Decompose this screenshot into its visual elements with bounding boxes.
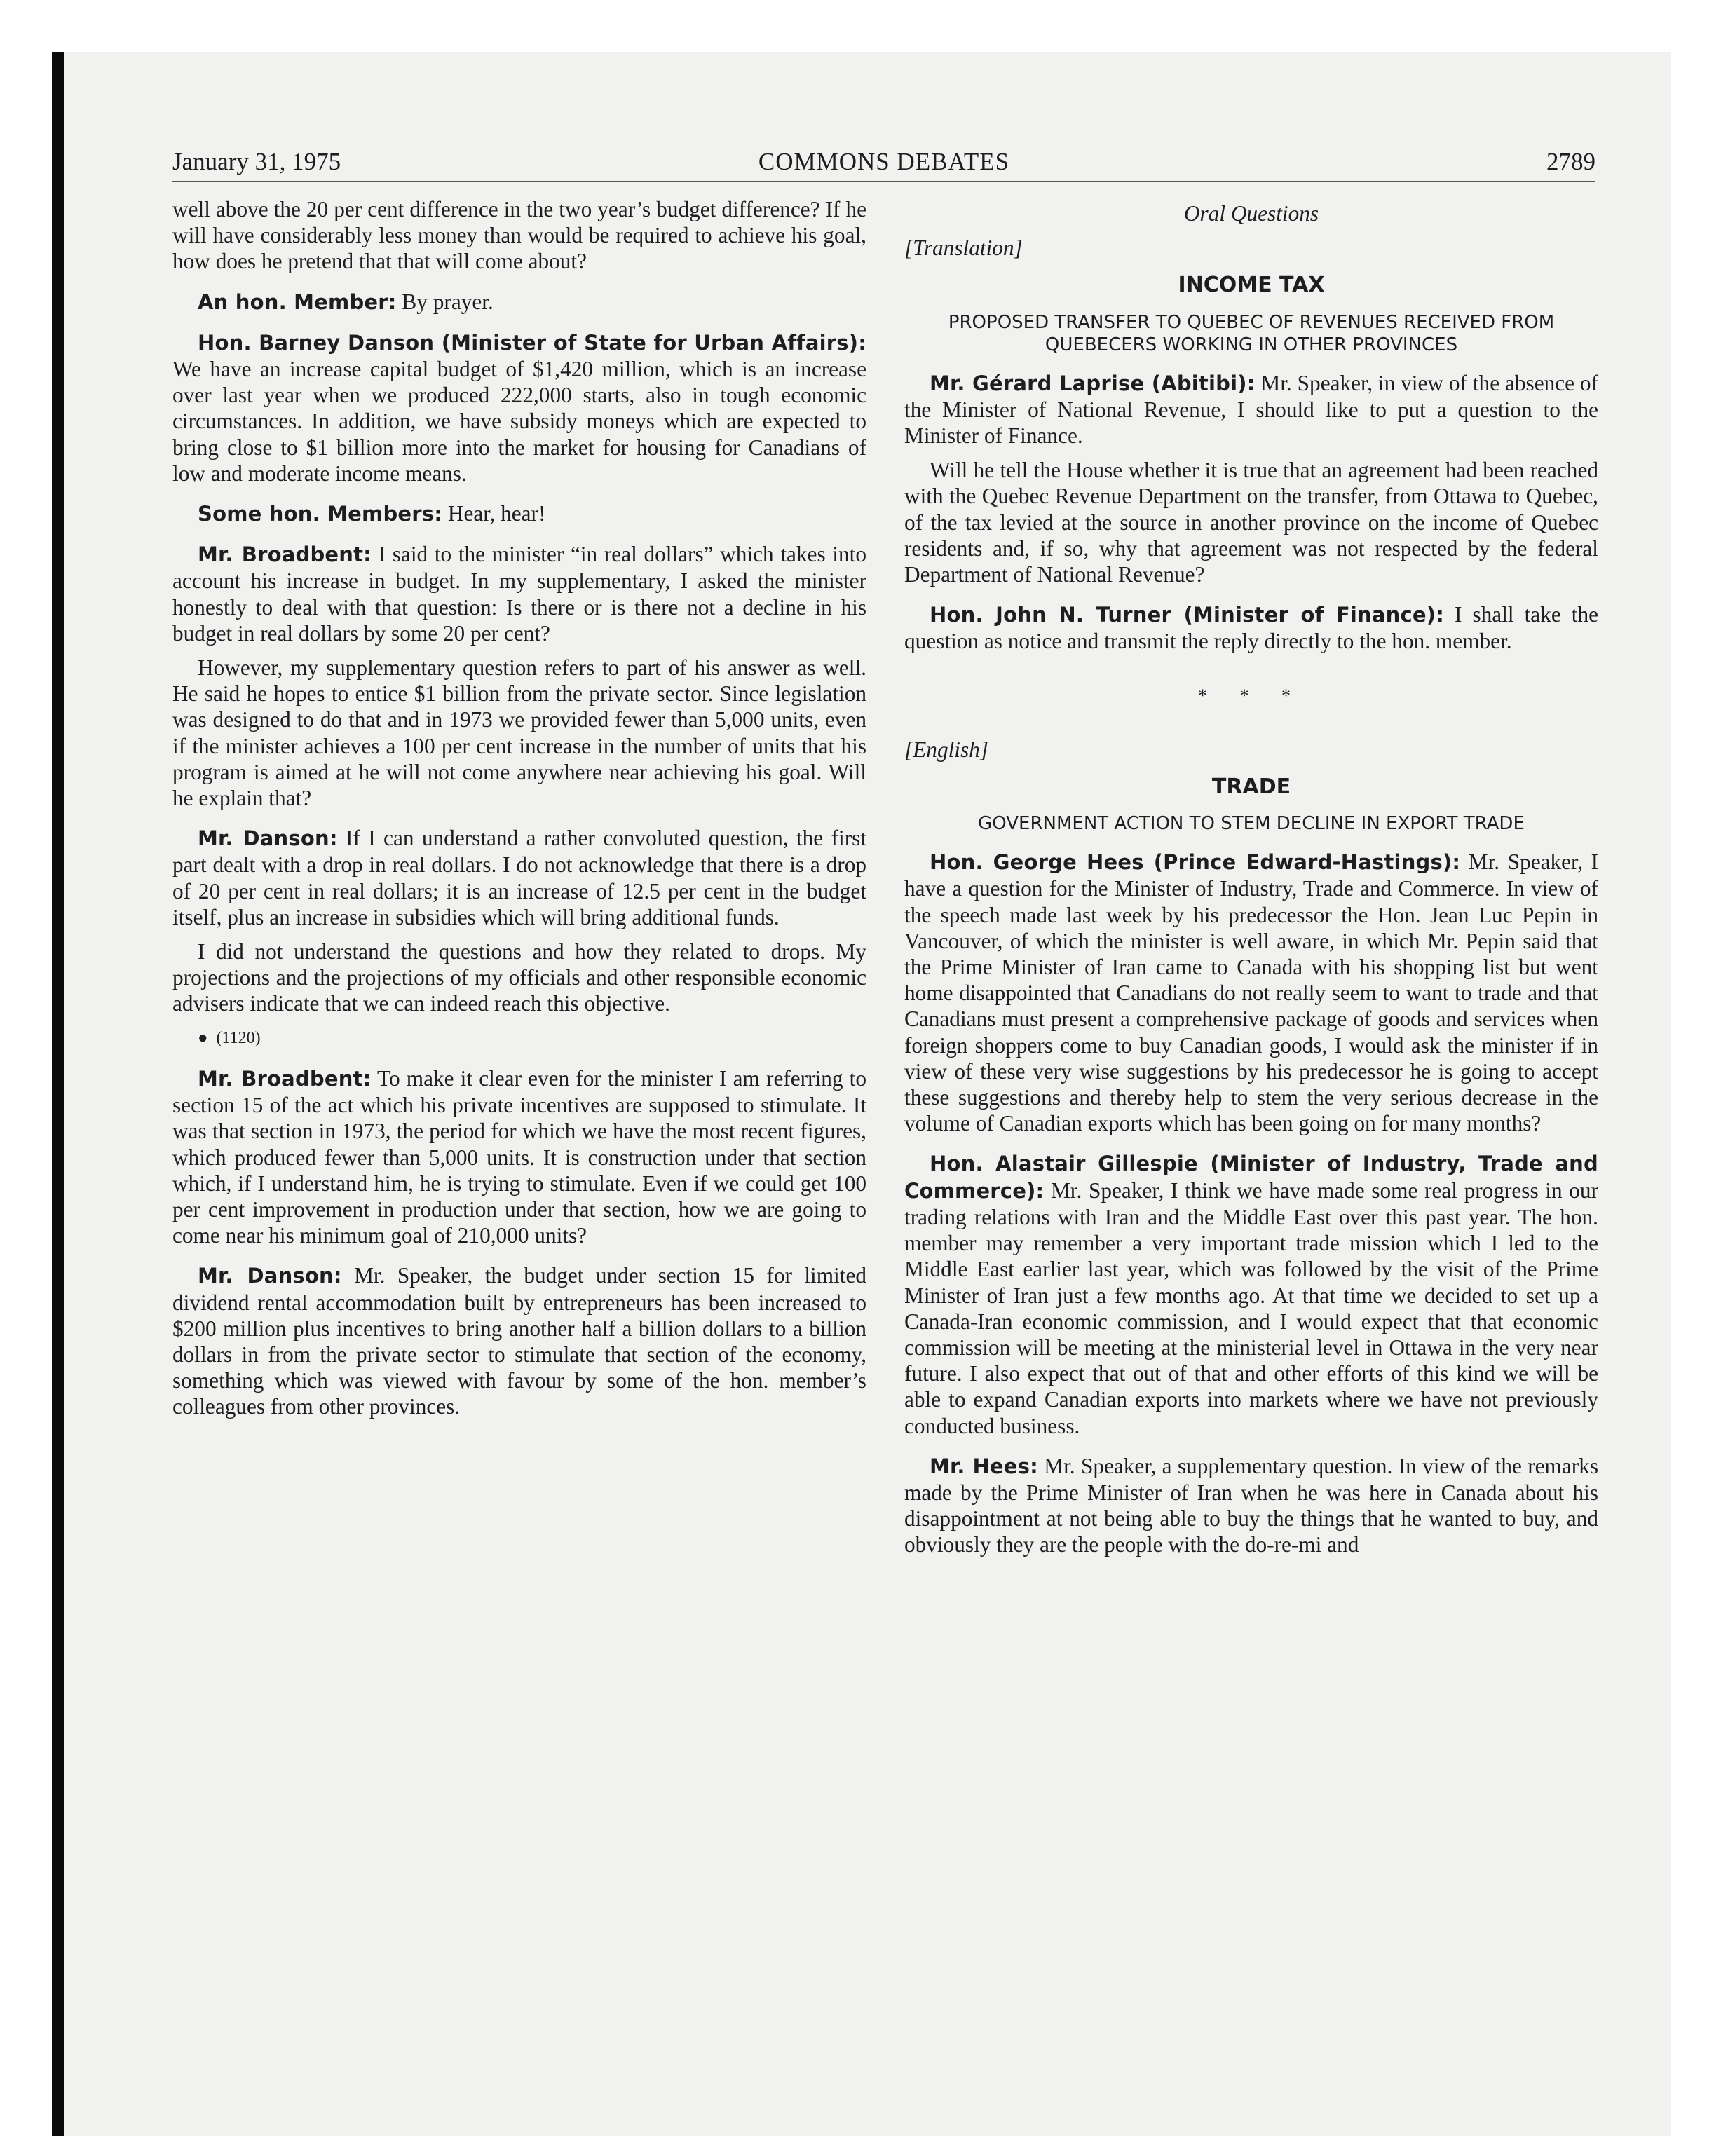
speech-text: Mr. Speaker, a supplementary question. In view of the remarks made by the Prime Minister of Iran when he was here in Canada about his disappointment at not being able to buy the things that he wanted to buy, and obviously they are the people with the do-re-mi and (904, 1453, 1599, 1557)
speech-paragraph (172, 196, 866, 275)
speaker-name: Some hon. Members: (198, 502, 443, 526)
speech-paragraph (904, 1453, 1598, 1558)
speech-paragraph (904, 370, 1598, 449)
timestamp-marker (172, 1025, 866, 1051)
page-header (172, 146, 1595, 182)
language-marker: [English] (904, 737, 988, 762)
speech-text: I shall take the question as notice and transmit the reply directly to the hon. member. (904, 602, 1598, 654)
left-column (172, 196, 866, 1428)
speech-paragraph (904, 457, 1598, 587)
header-page-number: 2789 (1546, 148, 1595, 175)
speech-paragraph (172, 289, 866, 315)
speech-text: Mr. Speaker, I have a question for the Minister of Industry, Trade and Commerce. In view of the speech made last week by his predecessor the Hon. Jean Luc Pepin in Vancouver, of which the minister is well aware, in which Mr. Pepin said that the Prime Minister of Iran came to Canada with his shopping list but went home disappointed that Canadians do not really seem to want to trade and that Canadians must present a comprehensive package of goods and services when foreign shoppers come to buy Canadian goods, I would ask the minister if in view of these very wise suggestions by his predecessor he is going to accept these suggestions and thereby help to stem the very serious decrease in the volume of Canadian exports which has been going on for many months? (904, 850, 1598, 1136)
speech-paragraph (904, 1150, 1598, 1438)
speaker-name: Mr. Broadbent: (198, 543, 372, 567)
scan-edge-shadow (52, 52, 64, 2136)
speaker-name: Mr. Broadbent: (198, 1066, 372, 1091)
speech-text: Mr. Speaker, in view of the absence of the Minister of National Revenue, I should like to put a question to the Minister of Finance. (904, 370, 1599, 449)
right-column (904, 196, 1598, 1567)
speaker-name: Hon. Barney Danson (Minister of State for Urban Affairs): (198, 330, 866, 355)
speech-paragraph (904, 849, 1598, 1136)
speaker-name: Mr. Gérard Laprise (Abitibi): (930, 371, 1256, 395)
speech-text: I said to the minister “in real dollars” which takes into account his increase in budget. In my supplementary, I asked the minister honestly to deal with that question: Is there or is there not a decline in his budget in real dollars by some 20 per cent? (172, 542, 866, 646)
speech-text: Mr. Speaker, I think we have made some real progress in our trading relations with Iran and the Middle East over this past year. The hon. member may remember a very important trade mission which I led to the Middle East earlier last year, which was followed by the visit of the Prime Minister of Iran just a few months ago. At that time we decided to set up a Canada-Iran economic commission, and I would expect that that economic commission will be meeting at the ministerial level in Ottawa in the very near future. I also expect that out of that and other efforts of this kind we will be able to expand Canadian exports into markets where we have not previously conducted business. (904, 1178, 1599, 1438)
header-date: January 31, 1975 (172, 148, 341, 175)
bullet-icon: ● (198, 1028, 208, 1047)
section-label: Oral Questions (1183, 201, 1319, 226)
speech-text: To make it clear even for the minister I am referring to section 15 of the act which his private incentives are supposed to stimulate. It was that section in 1973, the period for which we have the most recent figures, which produced fewer than 5,000 units. It is construction under that section which, if I understand him, he is trying to stimulate. Even if we could get 100 per cent improvement in production under that section, how we are going to come near his minimum goal of 210,000 units? (172, 1065, 866, 1248)
speaker-name: An hon. Member: (198, 289, 397, 314)
speech-text: By prayer. (402, 289, 494, 314)
section-heading: INCOME TAX (1178, 273, 1325, 298)
speech-paragraph (172, 329, 866, 486)
speaker-name: Hon. Alastair Gillespie (Minister of Industry, Trade and Commerce): (904, 1152, 1598, 1203)
speech-paragraph (172, 1065, 866, 1248)
language-marker: [Translation] (904, 236, 1023, 261)
section-heading: TRADE (1211, 775, 1291, 800)
speech-paragraph (172, 541, 866, 646)
speech-text: well above the 20 per cent difference in the two year’s budget difference? If he will have considerably less money than would be required to achieve his goal, how does he pretend that that will come about? (172, 197, 866, 274)
speech-text: Will he tell the House whether it is true that an agreement had been reached with the Quebec Revenue Department on the transfer, from Ottawa to Quebec, of the tax levied at the source in another province on the income of Quebec residents and, if so, why that agreement was not respected by the federal Department of National Revenue? (904, 458, 1598, 587)
speaker-name: Mr. Danson: (198, 826, 338, 851)
speaker-name: Hon. John N. Turner (Minister of Finance): (930, 603, 1445, 627)
speech-paragraph (172, 939, 866, 1017)
speech-paragraph (172, 500, 866, 527)
speech-paragraph (904, 601, 1598, 654)
header-title: COMMONS DEBATES (758, 148, 1010, 175)
speech-text: Mr. Speaker, the budget under section 15 for limited dividend rental accommodation built by entrepreneurs has been increased to $200 million plus incentives to bring another half a billion dollars to a billion dollars in from the private sector to stimulate that section of the economy, something which was viewed with favour by some of the hon. member’s colleagues from other provinces. (172, 1263, 866, 1419)
speech-text: I did not understand the questions and how they related to drops. My projections and the projections of my officials and other responsible economic advisers indicate that we can indeed reach this objective. (172, 939, 866, 1016)
section-subheading: GOVERNMENT ACTION TO STEM DECLINE IN EXPORT TRADE (978, 813, 1525, 835)
speech-text: However, my supplementary question refers to part of his answer as well. He said he hopes to entice $1 billion from the private sector. Since legislation was designed to do that and in 1973 we provided fewer than 5,000 units, even if the minister achieves a 100 per cent increase in the number of units that his program is aimed at he will not come anywhere near achieving his goal. Will he explain that? (172, 655, 866, 811)
speech-paragraph (172, 655, 866, 811)
section-divider: * * * (1198, 685, 1305, 706)
speech-text: Hear, hear! (447, 501, 546, 526)
speech-paragraph (172, 1262, 866, 1419)
speech-text: We have an increase capital budget of $1,420 million, which is an increase over last year when we produced 222,000 starts, also in tough economic circumstances. In addition, we have subsidy moneys which are expected to bring close to $1 billion more into the market for housing for Canadians of low and moderate income means. (172, 357, 866, 486)
speaker-name: Mr. Hees: (930, 1454, 1038, 1478)
speaker-name: Mr. Danson: (198, 1264, 342, 1288)
speaker-name: Hon. George Hees (Prince Edward-Hastings): (930, 850, 1461, 875)
section-subheading: PROPOSED TRANSFER TO QUEBEC OF REVENUES RECEIVED FROM QUEBECERS WORKING IN OTHER PROVINCES (948, 311, 1555, 355)
speech-paragraph (172, 825, 866, 930)
speech-text: If I can understand a rather convoluted question, the first part dealt with a drop in real dollars. I do not acknowledge that there is a drop of 20 per cent in real dollars; it is an increase of 12.5 per cent in the budget itself, plus an increase in subsidies which will bring additional funds. (172, 826, 866, 929)
timestamp-text: (1120) (216, 1028, 261, 1047)
